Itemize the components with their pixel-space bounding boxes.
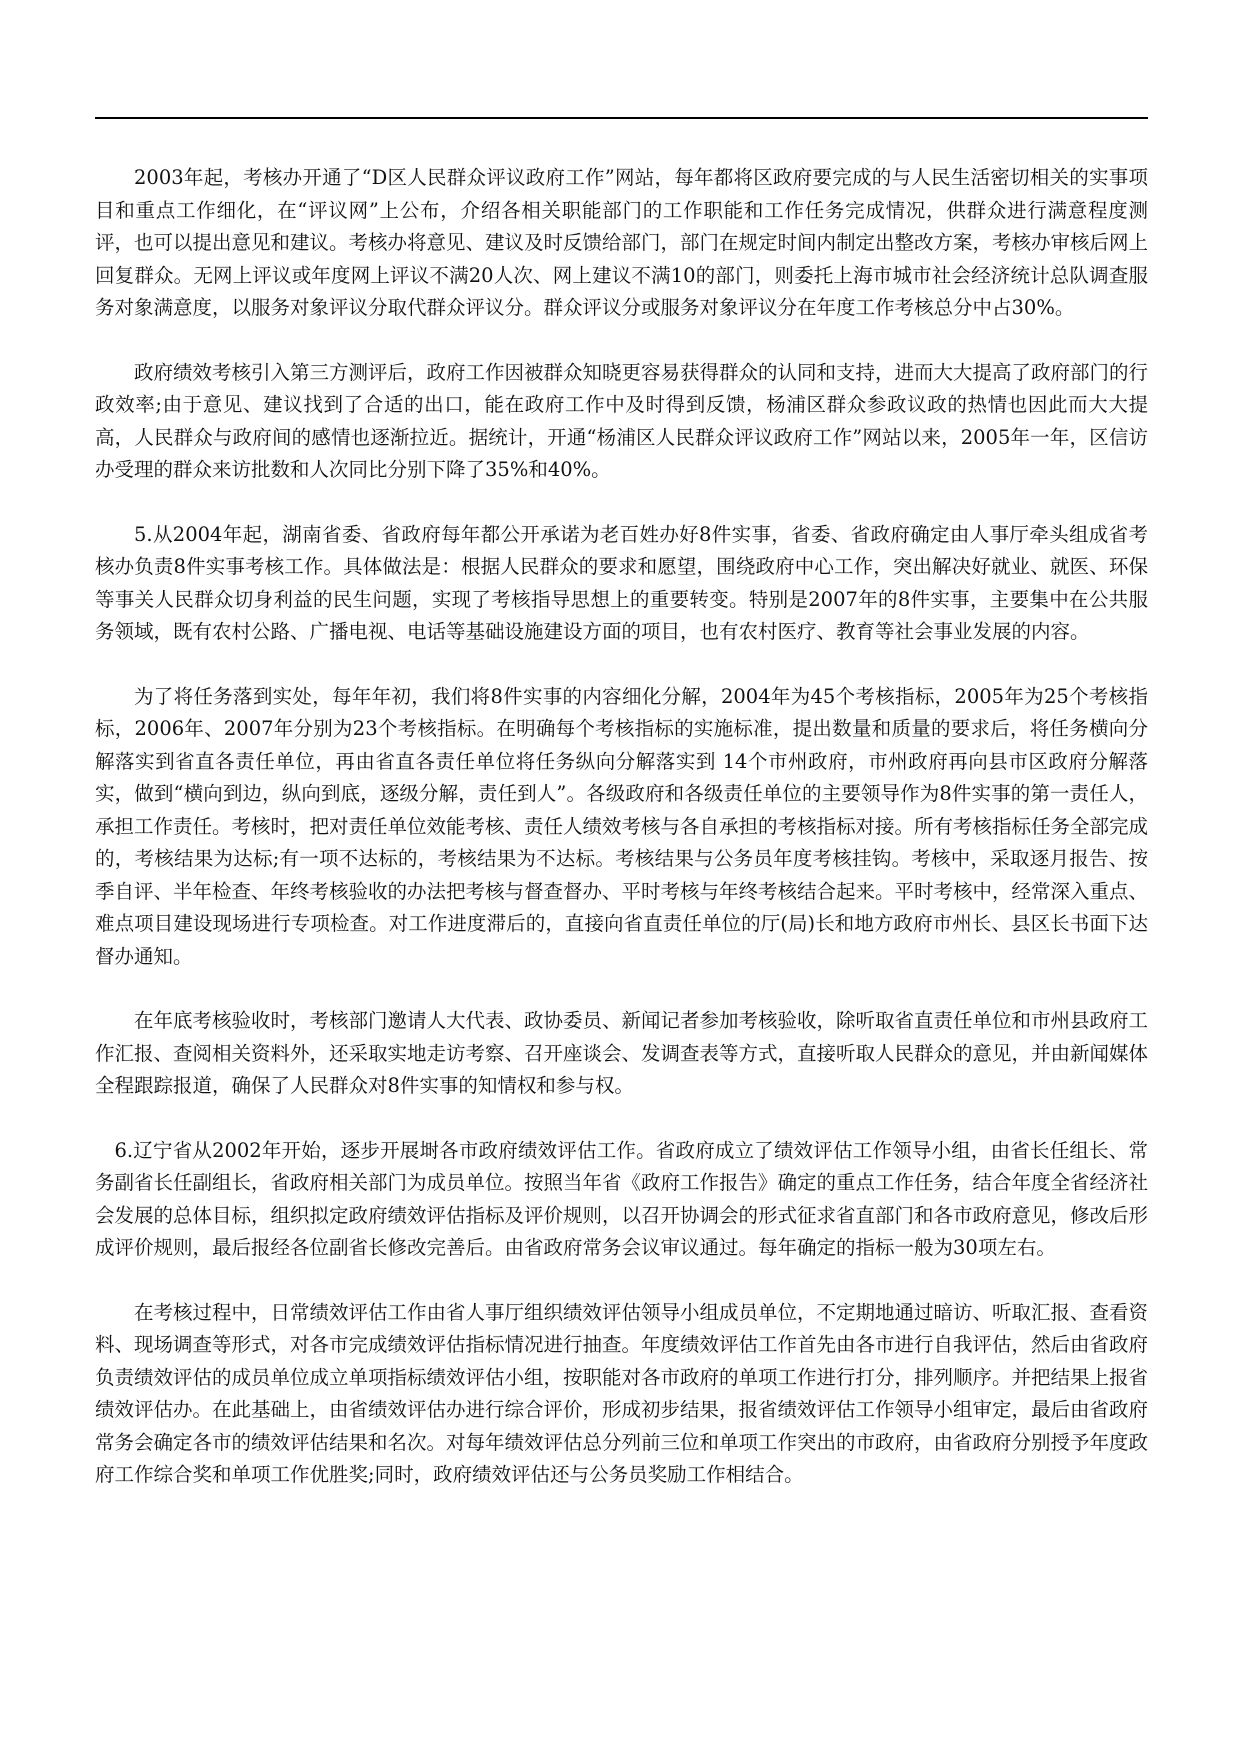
header-rule	[95, 117, 1148, 119]
paragraph: 为了将任务落到实处，每年年初，我们将8件实事的内容细化分解，2004年为45个考核指标，2005年为25个考核指标，2006年、2007年分别为23个考核指标。在明确每个考核指标的实施标准，提出数量和质量的要求后，将任务横向分解落实到省直各责任单位，再由省直各责任单位将任务纵向分解落实到 14个市州政府，市州政府再向县市区政府分解落实，做到“横向到边，纵向到底，逐级分解，责任到人”。各级政府和各级责任单位的主要领导作为8件实事的第一责任人，承担工作责任。考核时，把对责任单位效能考核、责任人绩效考核与各自承担的考核指标对接。所有考核指标任务全部完成的，考核结果为达标;有一项不达标的，考核结果为不达标。考核结果与公务员年度考核挂钩。考核中，采取逐月报告、按季自评、半年检查、年终考核验收的办法把考核与督查督办、平时考核与年终考核结合起来。平时考核中，经常深入重点、难点项目建设现场进行专项检查。对工作进度滞后的，直接向省直责任单位的厅(局)长和地方政府市州长、县区长书面下达督办通知。	[95, 684, 1149, 968]
paragraph: 5.从2004年起，湖南省委、省政府每年都公开承诺为老百姓办好8件实事，省委、省政府确定由人事厅牵头组成省考核办负责8件实事考核工作。具体做法是：根据人民群众的要求和愿望，围绕政府中心工作，突出解决好就业、就医、环保等事关人民群众切身利益的民生问题，实现了考核指导思想上的重要转变。特别是2007年的8件实事，主要集中在公共服务领域，既有农村公路、广播电视、电话等基础设施建设方面的项目，也有农村医疗、教育等社会事业发展的内容。	[95, 522, 1148, 643]
document-body	[95, 162, 1148, 1492]
paragraph: 政府绩效考核引入第三方测评后，政府工作因被群众知晓更容易获得群众的认同和支持，进而大大提高了政府部门的行政效率;由于意见、建议找到了合适的出口，能在政府工作中及时得到反馈，杨浦区群众参政议政的热情也因此而大大提高，人民群众与政府间的感情也逐渐拉近。据统计，开通“杨浦区人民群众评议政府工作”网站以来，2005年一年，区信访办受理的群众来访批数和人次同比分别下降了35%和40%。	[95, 360, 1149, 481]
paragraph: 在考核过程中，日常绩效评估工作由省人事厅组织绩效评估领导小组成员单位，不定期地通过暗访、听取汇报、查看资料、现场调查等形式，对各市完成绩效评估指标情况进行抽查。年度绩效评估工作首先由各市进行自我评估，然后由省政府负责绩效评估的成员单位成立单项指标绩效评估小组，按职能对各市政府的单项工作进行打分，排列顺序。并把结果上报省绩效评估办。在此基础上，由省绩效评估办进行综合评价，形成初步结果，报省绩效评估工作领导小组审定，最后由省政府常务会确定各市的绩效评估结果和名次。对每年绩效评估总分列前三位和单项工作突出的市政府，由省政府分别授予年度政府工作综合奖和单项工作优胜奖;同时，政府绩效评估还与公务员奖励工作相结合。	[95, 1300, 1149, 1486]
paragraph: 2003年起，考核办开通了“D区人民群众评议政府工作”网站，每年都将区政府要完成的与人民生活密切相关的实事项目和重点工作细化，在“评议网”上公布，介绍各相关职能部门的工作职能和工作任务完成情况，供群众进行满意程度测评，也可以提出意见和建议。考核办将意见、建议及时反馈给部门，部门在规定时间内制定出整改方案，考核办审核后网上回复群众。无网上评议或年度网上评议不满20人次、网上建议不满10的部门，则委托上海市城市社会经济统计总队调查服务对象满意度，以服务对象评议分取代群众评议分。群众评议分或服务对象评议分在年度工作考核总分中占30%。	[95, 166, 1149, 319]
paragraph: 在年底考核验收时，考核部门邀请人大代表、政协委员、新闻记者参加考核验收，除听取省直责任单位和市州县政府工作汇报、查阅相关资料外，还采取实地走访考察、召开座谈会、发调查表等方式，直接听取人民群众的意见，并由新闻媒体全程跟踪报道，确保了人民群众对8件实事的知情权和参与权。	[95, 1009, 1149, 1097]
paragraph: 6.辽宁省从2002年开始，逐步开展埘各市政府绩效评估工作。省政府成立了绩效评估工作领导小组，由省长任组长、常务副省长任副组长，省政府相关部门为成员单位。按照当年省《政府工作报告》确定的重点工作任务，结合年度全省经济社会发展的总体目标，组织拟定政府绩效评估指标及评价规则，以召开协调会的形式征求省直部门和各市政府意见，修改后形成评价规则，最后报经各位副省长修改完善后。由省政府常务会议审议通过。每年确定的指标一般为30项左右。	[95, 1138, 1149, 1259]
